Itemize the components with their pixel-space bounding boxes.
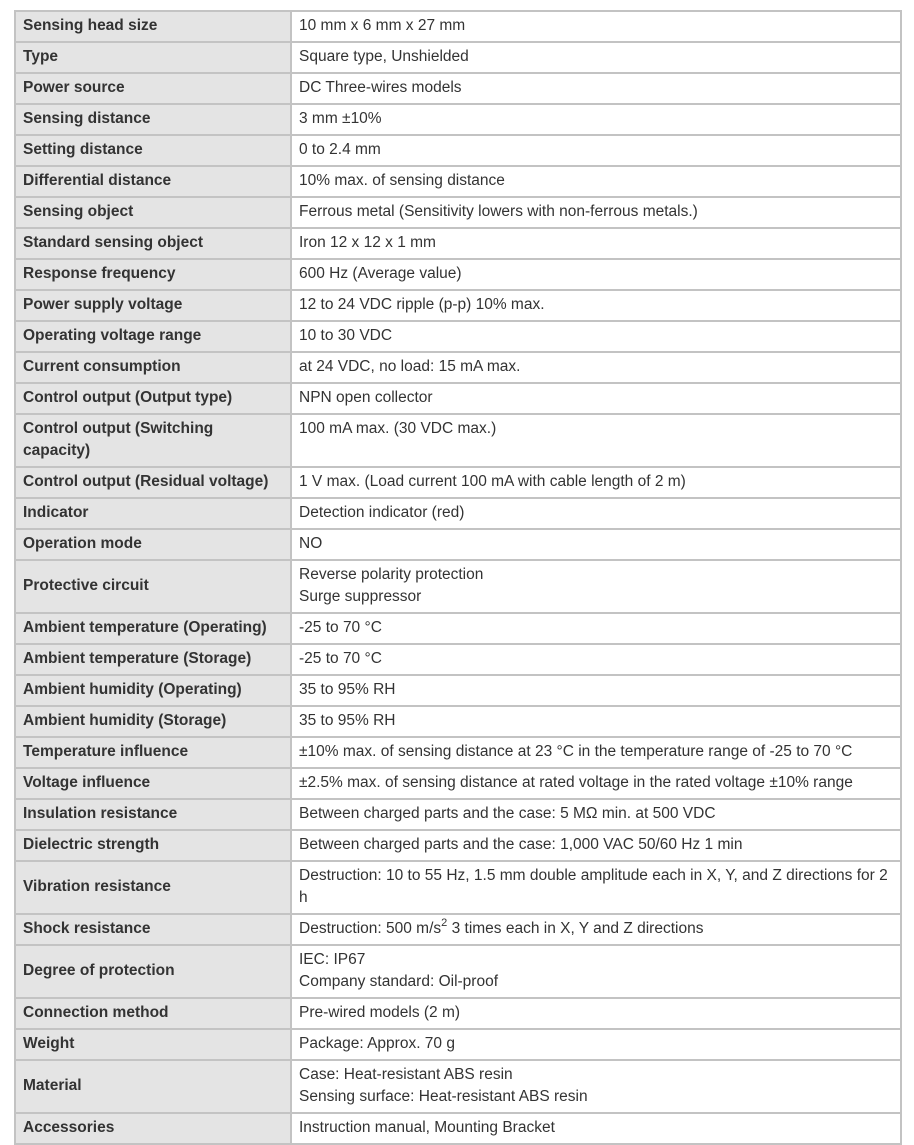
- spec-row: [15, 644, 901, 675]
- spec-row: [15, 259, 901, 290]
- spec-label: Differential distance: [15, 166, 291, 197]
- spec-value: [291, 706, 901, 737]
- spec-value: [291, 1060, 901, 1113]
- spec-value-line: DC Three-wires models: [299, 79, 462, 96]
- spec-row: [15, 675, 901, 706]
- spec-value: [291, 11, 901, 42]
- spec-value-line: NPN open collector: [299, 389, 433, 406]
- spec-label: Type: [15, 42, 291, 73]
- spec-row: [15, 1060, 901, 1113]
- superscript: 2: [441, 916, 448, 929]
- spec-value-line: 35 to 95% RH: [299, 681, 396, 698]
- spec-label: Protective circuit: [15, 560, 291, 613]
- spec-value: [291, 861, 901, 914]
- spec-row: [15, 737, 901, 768]
- spec-value: [291, 799, 901, 830]
- spec-value-line: -25 to 70 °C: [299, 619, 382, 636]
- spec-label: Material: [15, 1060, 291, 1113]
- spec-value: [291, 290, 901, 321]
- spec-row: [15, 11, 901, 42]
- spec-value-line: Reverse polarity protection: [299, 566, 484, 583]
- spec-value: [291, 228, 901, 259]
- spec-label: Control output (Switching capacity): [15, 414, 291, 467]
- spec-table: [14, 10, 902, 1145]
- spec-row: [15, 529, 901, 560]
- spec-row: [15, 321, 901, 352]
- spec-value: [291, 259, 901, 290]
- spec-row: [15, 861, 901, 914]
- spec-value: [291, 529, 901, 560]
- spec-value-line: Sensing surface: Heat-resistant ABS resin: [299, 1088, 588, 1105]
- spec-value-line: NO: [299, 535, 323, 552]
- spec-value: [291, 42, 901, 73]
- spec-value-line: 100 mA max. (30 VDC max.): [299, 420, 497, 437]
- spec-row: [15, 706, 901, 737]
- spec-value-line: Package: Approx. 70 g: [299, 1035, 455, 1052]
- spec-value: [291, 73, 901, 104]
- spec-row: [15, 414, 901, 467]
- spec-label: Power source: [15, 73, 291, 104]
- spec-label: Dielectric strength: [15, 830, 291, 861]
- spec-value-line: Surge suppressor: [299, 588, 422, 605]
- spec-value-line: ±10% max. of sensing distance at 23 °C in the temperature range of -25 to 70 °C: [299, 743, 853, 760]
- spec-value-text: 3 times each in X, Y and Z directions: [447, 920, 704, 937]
- spec-value-line: Detection indicator (red): [299, 504, 465, 521]
- spec-row: [15, 830, 901, 861]
- spec-value-line: IEC: IP67: [299, 951, 366, 968]
- spec-label: Weight: [15, 1029, 291, 1060]
- spec-value: [291, 914, 901, 945]
- spec-row: [15, 42, 901, 73]
- spec-row: [15, 135, 901, 166]
- spec-value-line: Ferrous metal (Sensitivity lowers with non-ferrous metals.): [299, 203, 698, 220]
- spec-value-line: Between charged parts and the case: 5 MΩ min. at 500 VDC: [299, 805, 716, 822]
- spec-row: [15, 945, 901, 998]
- spec-value: [291, 613, 901, 644]
- spec-row: [15, 73, 901, 104]
- spec-label: Power supply voltage: [15, 290, 291, 321]
- spec-value-line: 35 to 95% RH: [299, 712, 396, 729]
- spec-label: Control output (Output type): [15, 383, 291, 414]
- spec-row: [15, 352, 901, 383]
- spec-value-line: at 24 VDC, no load: 15 mA max.: [299, 358, 521, 375]
- spec-value: [291, 166, 901, 197]
- spec-value-line: Company standard: Oil-proof: [299, 973, 499, 990]
- spec-row: [15, 560, 901, 613]
- spec-value: [291, 1029, 901, 1060]
- spec-label: Insulation resistance: [15, 799, 291, 830]
- spec-value: [291, 352, 901, 383]
- spec-value-line: Pre-wired models (2 m): [299, 1004, 461, 1021]
- spec-label: Connection method: [15, 998, 291, 1029]
- spec-label: Vibration resistance: [15, 861, 291, 914]
- spec-value-line: Between charged parts and the case: 1,000 VAC 50/60 Hz 1 min: [299, 836, 743, 853]
- spec-value: [291, 644, 901, 675]
- spec-value: [291, 945, 901, 998]
- spec-row: [15, 290, 901, 321]
- spec-label: Shock resistance: [15, 914, 291, 945]
- spec-label: Response frequency: [15, 259, 291, 290]
- spec-row: [15, 498, 901, 529]
- spec-value-line: 12 to 24 VDC ripple (p-p) 10% max.: [299, 296, 545, 313]
- spec-label: Operating voltage range: [15, 321, 291, 352]
- spec-value-line: 10 to 30 VDC: [299, 327, 393, 344]
- spec-label: Degree of protection: [15, 945, 291, 998]
- spec-row: [15, 914, 901, 945]
- spec-value: [291, 830, 901, 861]
- spec-value-line: 0 to 2.4 mm: [299, 141, 381, 158]
- spec-row: [15, 383, 901, 414]
- spec-value: [291, 498, 901, 529]
- spec-row: [15, 228, 901, 259]
- spec-label: Current consumption: [15, 352, 291, 383]
- spec-label: Sensing distance: [15, 104, 291, 135]
- spec-label: Ambient humidity (Storage): [15, 706, 291, 737]
- spec-row: [15, 1113, 901, 1144]
- spec-row: [15, 998, 901, 1029]
- spec-label: Ambient humidity (Operating): [15, 675, 291, 706]
- spec-table-body: [15, 11, 901, 1144]
- spec-value-line: 10% max. of sensing distance: [299, 172, 505, 189]
- spec-row: [15, 799, 901, 830]
- spec-value: [291, 321, 901, 352]
- spec-label: Sensing head size: [15, 11, 291, 42]
- spec-label: Sensing object: [15, 197, 291, 228]
- spec-value-line: Case: Heat-resistant ABS resin: [299, 1066, 513, 1083]
- spec-value-line: Iron 12 x 12 x 1 mm: [299, 234, 436, 251]
- spec-value: [291, 135, 901, 166]
- spec-row: [15, 1029, 901, 1060]
- spec-row: [15, 613, 901, 644]
- spec-value-line: 1 V max. (Load current 100 mA with cable length of 2 m): [299, 473, 686, 490]
- spec-row: [15, 467, 901, 498]
- spec-row: [15, 197, 901, 228]
- spec-value-line: ±2.5% max. of sensing distance at rated voltage in the rated voltage ±10% range: [299, 774, 853, 791]
- spec-label: Accessories: [15, 1113, 291, 1144]
- spec-value-text: Destruction: 500 m/s: [299, 920, 442, 937]
- spec-label: Ambient temperature (Operating): [15, 613, 291, 644]
- spec-row: [15, 768, 901, 799]
- spec-label: Control output (Residual voltage): [15, 467, 291, 498]
- spec-value: [291, 104, 901, 135]
- spec-value-line: 10 mm x 6 mm x 27 mm: [299, 17, 466, 34]
- spec-label: Indicator: [15, 498, 291, 529]
- spec-value: [291, 675, 901, 706]
- spec-label: Standard sensing object: [15, 228, 291, 259]
- spec-value: [291, 1113, 901, 1144]
- spec-value: [291, 197, 901, 228]
- spec-value-line: Square type, Unshielded: [299, 48, 469, 65]
- spec-label: Setting distance: [15, 135, 291, 166]
- spec-row: [15, 166, 901, 197]
- spec-value-line: 3 mm ±10%: [299, 110, 382, 127]
- spec-value: [291, 467, 901, 498]
- spec-value: [291, 383, 901, 414]
- spec-row: [15, 104, 901, 135]
- spec-value: [291, 998, 901, 1029]
- spec-label: Ambient temperature (Storage): [15, 644, 291, 675]
- spec-value: [291, 737, 901, 768]
- spec-value: [291, 560, 901, 613]
- spec-label: Temperature influence: [15, 737, 291, 768]
- spec-label: Voltage influence: [15, 768, 291, 799]
- spec-label: Operation mode: [15, 529, 291, 560]
- spec-value-line: 600 Hz (Average value): [299, 265, 462, 282]
- spec-value-line: -25 to 70 °C: [299, 650, 382, 667]
- spec-value: [291, 414, 901, 467]
- spec-value: [291, 768, 901, 799]
- spec-value-line: Instruction manual, Mounting Bracket: [299, 1119, 555, 1136]
- spec-value-line: Destruction: 10 to 55 Hz, 1.5 mm double amplitude each in X, Y, and Z directions for 2 h: [299, 867, 888, 906]
